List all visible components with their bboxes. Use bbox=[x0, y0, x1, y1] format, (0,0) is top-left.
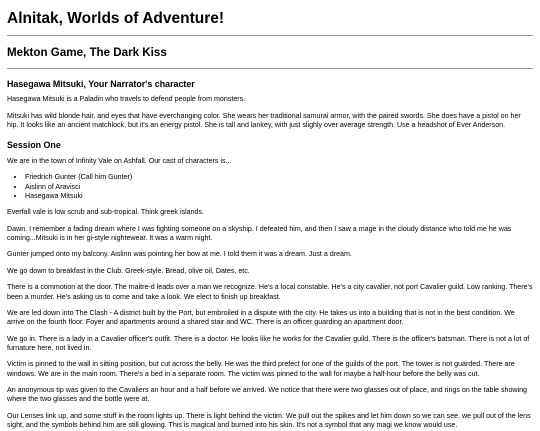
session-paragraph: Dawn. I remember a fading dream where I was fighting someone on a skyship. I defeated him, and then I saw a mage in the cloudy distance who told me he was coming...Mitsuki is in her gi-style nightewear. It was a warm night. bbox=[7, 224, 512, 243]
cast-list bbox=[7, 173, 533, 201]
intro-paragraph: Hasegawa Mitsuki is a Paladin who travels to defend people from monsters. bbox=[7, 95, 246, 104]
cast-item: • Hasegawa Mitsuki bbox=[25, 192, 533, 201]
session-paragraph: We are led down into The Clash - A district built by the Port, but embroiled in a dispute with the city. He takes us into a building that is not in the best condition. We arrive on the fourth floor. Foyer and apartments around a shared stair and WC. There is an officer guarding an apartment door. bbox=[7, 308, 515, 327]
cast-item: • Friedrich Gunter (Call him Gunter) bbox=[25, 173, 533, 182]
intro-paragraph: Mitsuki has wild blonde hair, and eyes that have everchanging color. She wears her traditional samurai armor, with the paired swords. She does have a pistol on her hip. It looks like an ancient matchlock, but it's an energy pistol. She is tall and lankey, with just slighly over average strength. Use a headshot of Ever Anderson. bbox=[7, 111, 521, 129]
session-paragraph: Victim is pinned to the wall in sitting position, but cut across the belly. He was the third prefect for one of the guilds of the port. The tower is not guarded. There are windows. We are in the main room. There's a bed in a separate room. The victim was pinned to the wall for maybe a half-hour before the belly was cut. bbox=[7, 360, 515, 378]
divider bbox=[7, 35, 533, 36]
session-intro: We are in the town of Infinity Vale on Ashfall. Our cast of characters is... bbox=[7, 156, 232, 165]
session-paragraph: Our Lenses link up, and some stuff in the room lights up. There is light behind the victim. We pull out the spikes and let him down so we can see. we pull out of the lens sight, and the symbols behind him are still glowing. This is magical and burned into his skin. It's not a symbol that any magi we know would use. bbox=[7, 411, 531, 430]
character-heading: Hasegawa Mitsuki, Your Narrator's character bbox=[7, 78, 195, 89]
session-paragraph: We go in. There is a lady in a Cavalier officer's outfit. There is a doctor. He looks like he works for the Cavalier guild. There is the officer's batsman. There is not a lot of furnature here, not lived in. bbox=[7, 334, 530, 352]
divider bbox=[7, 68, 533, 69]
game-title: Mekton Game, The Dark Kiss bbox=[7, 45, 167, 59]
session-heading: Session One bbox=[7, 140, 61, 151]
cast-item: • Aislinn of Aravisci bbox=[25, 183, 533, 192]
session-paragraph: Gunter jumped onto my balcony. Aislinn was pointing her bow at me. I told them it was a dream. Just a dream. bbox=[7, 250, 352, 259]
session-paragraph: We go down to breakfast in the Club. Greek-style. Bread, olive oil, Dates, etc. bbox=[7, 266, 250, 275]
session-paragraph: Everfall vale is low scrub and sub-tropical. Think greek islands. bbox=[7, 208, 205, 217]
session-paragraph: There is a commotion at the door. The maitre-d leads over a man we recognize. He's a local constable. He's a city cavalier, not port Cavalier guild. Low ranking. There's been a murder. He's asking us to come and take a look. We elect to finish up breakfast. bbox=[7, 283, 533, 301]
session-paragraph: An anonymous tip was given to the Cavaliers an hour and a half before we arrived. We notice that there were two glasses out of place, and rings on the table showing where the two glasses and the bottle were at. bbox=[7, 386, 527, 404]
site-title: Alnitak, Worlds of Adventure! bbox=[7, 10, 225, 27]
